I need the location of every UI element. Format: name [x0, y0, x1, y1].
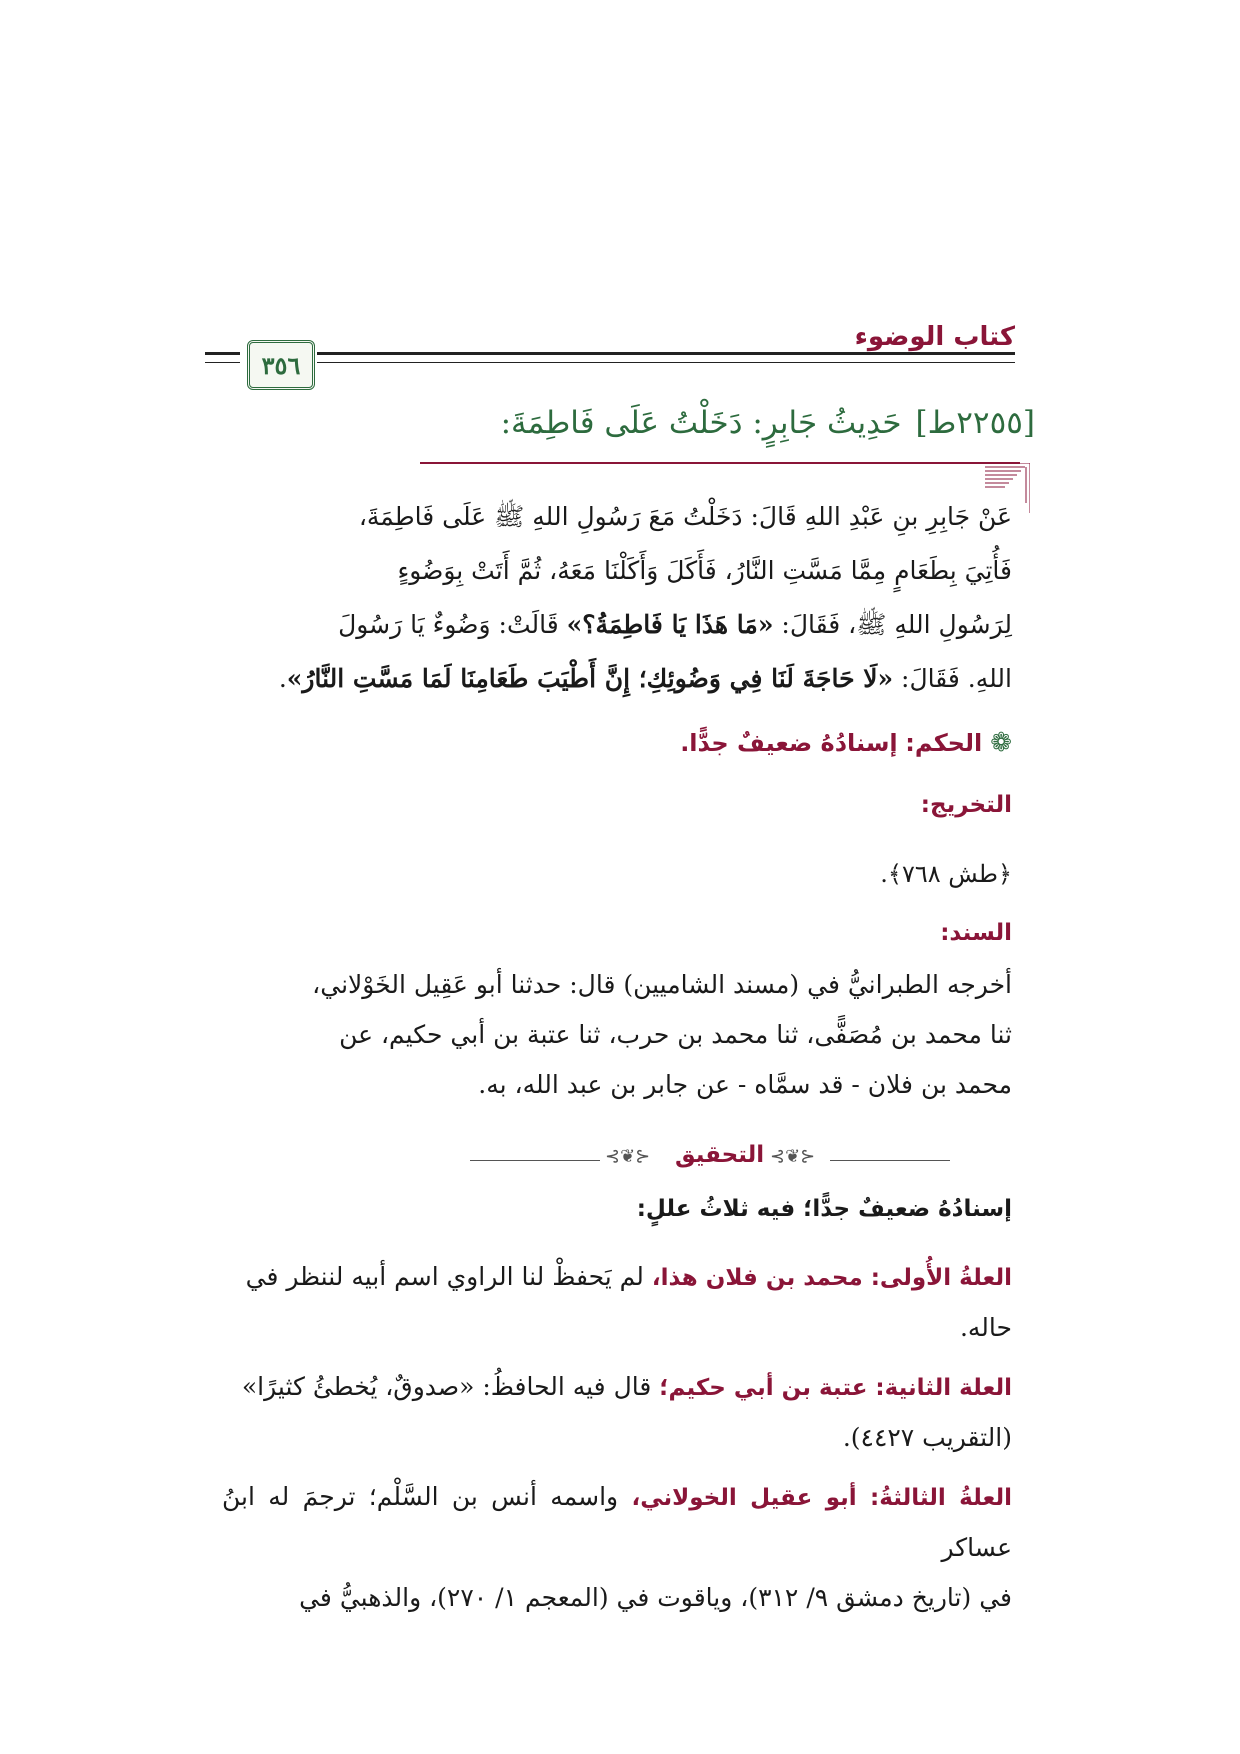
sanad-line: محمد بن فلان - قد سمَّاه - عن جابر بن عبد الله، به. — [478, 1070, 1012, 1099]
illa-line: حاله. — [959, 1313, 1012, 1342]
hadith-line: فَأُتِيَ بِطَعَامٍ مِمَّا مَسَّتِ النَّارُ، فَأَكَلَ وَأَكَلْنَا مَعَهُ، ثُمَّ أَتَتْ بِوَضُوءٍ — [397, 556, 1012, 585]
takhrij-heading: التخريج: — [920, 792, 1012, 818]
takhrij-reference: ﴿طش ٧٦٨﴾. — [880, 860, 1012, 888]
header-rule-right-top — [317, 352, 1015, 355]
prophet-quote: «مَا هَذَا يَا فَاطِمَةُ؟» — [566, 610, 774, 639]
hadith-line: عَنْ جَابِرِ بنِ عَبْدِ اللهِ قَالَ: دَخَلْتُ مَعَ رَسُولِ اللهِ ﷺ عَلَى فَاطِمَةَ، — [358, 502, 1012, 531]
illa-line — [222, 1362, 1012, 1413]
sanad-line: أخرجه الطبرانيُّ في (مسند الشاميين) قال: حدثنا أبو عَقِيل الخَوْلاني، — [312, 970, 1012, 999]
page-number-frame — [247, 340, 315, 390]
header-rule-left-bottom — [205, 362, 240, 363]
title-underline — [420, 462, 1020, 464]
illa-2 — [222, 1362, 1012, 1463]
illa-3 — [222, 1472, 1012, 1623]
header-rule-left-top — [205, 352, 240, 355]
illa-label: العلةُ الأُولى: محمد بن فلان هذا، — [651, 1265, 1012, 1291]
hadith-line-part: اللهِ. فَقَالَ: — [893, 664, 1012, 693]
hadith-line-part: . — [278, 664, 287, 693]
illa-line: (التقريب ٤٤٢٧). — [842, 1423, 1012, 1452]
header-rule-right-bottom — [317, 362, 1015, 363]
hadith-line — [222, 598, 1012, 652]
hadith-text — [222, 490, 1012, 706]
illa-text: قال فيه الحافظُ: «صدوقٌ، يُخطئُ كثيرًا» — [241, 1372, 660, 1401]
sanad-heading: السند: — [940, 920, 1012, 946]
illa-text: واسمه أنس بن السَّلْم؛ ترجمَ له ابنُ عساكر — [222, 1482, 1012, 1562]
sanad-text — [222, 960, 1012, 1110]
sanad-line: ثنا محمد بن مُصَفًّى، ثنا محمد بن حرب، ثنا عتبة بن أبي حكيم، عن — [339, 1020, 1012, 1049]
hadith-line — [222, 652, 1012, 706]
hadith-line-part: لِرَسُولِ اللهِ ﷺ، فَقَالَ: — [773, 610, 1012, 639]
hadith-line-part: قَالَتْ: وَضُوءٌ يَا رَسُولَ — [338, 610, 567, 639]
ruling-label: الحكم: — [905, 729, 983, 757]
tahqiq-divider — [470, 1140, 1010, 1180]
flower-ornament-icon: ❁ — [990, 728, 1012, 758]
divider-ornament-icon: ⊰❦⊱ — [605, 1146, 651, 1167]
illa-line: في (تاريخ دمشق ٩/ ٣١٢)، وياقوت في (المعجم ١/ ٢٧٠)، والذهبيُّ في — [299, 1583, 1012, 1612]
hadith-number: [٢٢٥٥ط] — [915, 405, 1035, 441]
illa-line — [222, 1472, 1012, 1573]
divider-ornament-icon: ⊰❦⊱ — [770, 1146, 816, 1167]
tahqiq-lead: إسنادُهُ ضعيفٌ جدًّا؛ فيه ثلاثُ عللٍ: — [636, 1196, 1012, 1222]
illa-1 — [222, 1252, 1012, 1353]
running-header — [205, 322, 1015, 392]
page-number: ٣٥٦ — [261, 350, 301, 380]
book-title: كتاب الوضوء — [854, 322, 1015, 352]
divider-line-left — [470, 1160, 600, 1161]
illa-label: العلة الثانية: عتبة بن أبي حكيم؛ — [659, 1375, 1012, 1401]
tahqiq-heading: التحقيق — [675, 1142, 765, 1168]
prophet-quote: «لَا حَاجَةَ لَنَا فِي وَضُوئِكِ؛ إِنَّ أَطْيَبَ طَعَامِنَا لَمَا مَسَّتِ النَّارُ» — [286, 664, 894, 693]
illa-line — [222, 1252, 1012, 1303]
hadith-title-text: حَدِيثُ جَابِرٍ: دَخَلْتُ عَلَى فَاطِمَةَ: — [500, 405, 902, 441]
divider-line-right — [830, 1160, 950, 1161]
ruling-value: إسنادُهُ ضعيفٌ جدًّا. — [680, 729, 898, 757]
ruling — [680, 728, 1012, 758]
hadith-title — [205, 405, 1035, 441]
illa-text: لم يَحفظْ لنا الراوي اسم أبيه لننظر في — [245, 1262, 652, 1291]
illa-label: العلةُ الثالثةُ: أبو عقيل الخولاني، — [631, 1485, 1012, 1511]
